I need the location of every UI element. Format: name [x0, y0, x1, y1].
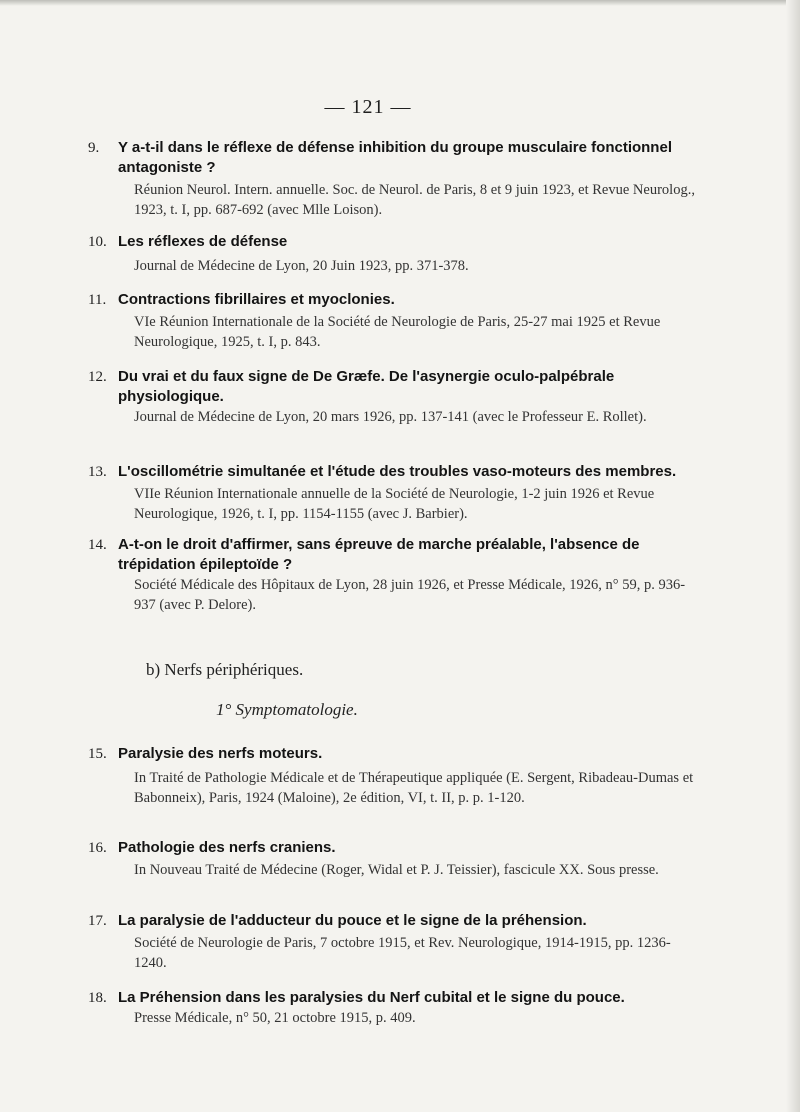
- entry-number: 12.: [88, 369, 107, 385]
- section-heading: [0, 660, 800, 680]
- entry-number: 18.: [88, 990, 107, 1006]
- entry-title: Les réflexes de défense: [118, 233, 288, 250]
- entry-number: 9.: [88, 140, 100, 156]
- entry-reference: Presse Médicale, n° 50, 21 octobre 1915, p. 409.: [134, 1010, 416, 1026]
- entry-title: A-t-on le droit d'affirmer, sans épreuve de marche préalable, l'absence de trépidation épileptoïde ?: [118, 536, 640, 573]
- section-subheading-text: 1° Symptomatologie.: [216, 700, 358, 719]
- entry-title: Paralysie des nerfs moteurs.: [118, 745, 323, 762]
- entry-title: La Préhension dans les paralysies du Nerf cubital et le signe du pouce.: [118, 989, 625, 1006]
- page-number: — 121 —: [324, 96, 412, 118]
- section-heading-text: b) Nerfs périphériques.: [146, 660, 304, 679]
- entry-number: 16.: [88, 840, 107, 856]
- entry-reference: VIIe Réunion Internationale annuelle de la Société de Neurologie, 1-2 juin 1926 et Revue Neurologique, 1926, t. I, pp. 1154-1155 (avec J. Barbier).: [134, 486, 655, 522]
- entry-number: 11.: [88, 292, 107, 308]
- entry-title: Pathologie des nerfs craniens.: [118, 839, 336, 856]
- entry-reference: In Traité de Pathologie Médicale et de Thérapeutique appliquée (E. Sergent, Ribadeau-Dumas et Babonneix), Paris, 1924 (Maloine), 2e édition, VI, t. II, p. p. 1-120.: [134, 770, 694, 806]
- entry-number: 17.: [88, 913, 107, 929]
- entry-title: L'oscillométrie simultanée et l'étude des troubles vaso-moteurs des membres.: [118, 463, 677, 480]
- entry-title: La paralysie de l'adducteur du pouce et le signe de la préhension.: [118, 912, 587, 929]
- entry-title: Contractions fibrillaires et myoclonies.: [118, 291, 395, 308]
- entry-number: 10.: [88, 234, 107, 250]
- entry-number: 15.: [88, 746, 107, 762]
- entry-reference: In Nouveau Traité de Médecine (Roger, Widal et P. J. Teissier), fascicule XX. Sous presse.: [134, 862, 659, 878]
- entry-title: Y a-t-il dans le réflexe de défense inhibition du groupe musculaire fonctionnel antagoniste ?: [118, 139, 672, 176]
- entry-reference: Société Médicale des Hôpitaux de Lyon, 28 juin 1926, et Presse Médicale, 1926, n° 59, p. 936-937 (avec P. Delore).: [134, 577, 686, 613]
- section-subheading: [0, 700, 800, 720]
- entry-number: 13.: [88, 464, 107, 480]
- entry-reference: Journal de Médecine de Lyon, 20 Juin 1923, pp. 371-378.: [134, 258, 469, 274]
- entry-reference: Société de Neurologie de Paris, 7 octobre 1915, et Rev. Neurologique, 1914-1915, pp. 1236-1240.: [134, 935, 671, 971]
- entry-number: 14.: [88, 537, 107, 553]
- entry-reference: Réunion Neurol. Intern. annuelle. Soc. de Neurol. de Paris, 8 et 9 juin 1923, et Revue Neurolog., 1923, t. I, pp. 687-692 (avec Mlle Loison).: [134, 182, 695, 218]
- entry-reference: Journal de Médecine de Lyon, 20 mars 1926, pp. 137-141 (avec le Professeur E. Rollet).: [134, 409, 647, 425]
- entry-title: Du vrai et du faux signe de De Græfe. De l'asynergie oculo-palpébrale physiologique.: [118, 368, 615, 405]
- entry-reference: VIe Réunion Internationale de la Société de Neurologie de Paris, 25-27 mai 1925 et Revue Neurologique, 1925, t. I, p. 843.: [134, 314, 661, 350]
